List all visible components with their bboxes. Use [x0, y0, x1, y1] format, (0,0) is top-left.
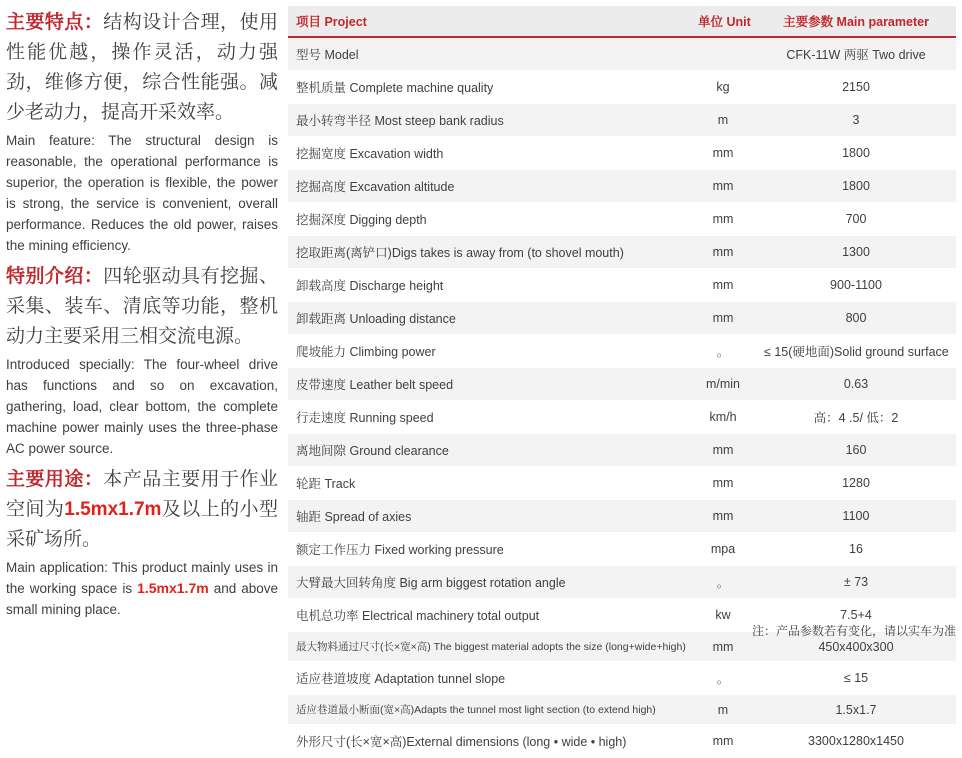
cell-project: 最大物料通过尺寸(长×宽×高) The biggest material adopts the size (long+wide+high)	[288, 632, 690, 662]
cell-unit: 。	[690, 662, 756, 695]
cell-project: 挖取距离(离铲口)Digs takes is away from (to shovel mouth)	[288, 236, 690, 269]
table-header-row	[288, 6, 956, 37]
main-feature-chinese	[6, 8, 278, 128]
application-cn-body-2: 及以上的小型采矿场所。	[6, 499, 278, 550]
cell-project: 型号 Model	[288, 37, 690, 71]
cell-project: 轮距 Track	[288, 467, 690, 500]
cell-parameter: ≤ 15	[756, 662, 956, 695]
introduced-english: Introduced specially: The four-wheel drive has functions and so on excavation, gathering, load, clear bottom, the complete machine power mainly uses the three-phase AC power source.	[6, 357, 278, 456]
cell-project: 最小转弯半径 Most steep bank radius	[288, 104, 690, 137]
cell-parameter: 7.5+4	[756, 599, 956, 632]
table-row	[288, 203, 956, 236]
cell-project: 适应巷道最小断面(宽×高)Adapts the tunnel most light section (to extend high)	[288, 695, 690, 725]
cell-project: 行走速度 Running speed	[288, 401, 690, 434]
cell-unit: mm	[690, 236, 756, 269]
table-row	[288, 500, 956, 533]
cell-parameter: 2150	[756, 71, 956, 104]
cell-project: 爬坡能力 Climbing power	[288, 335, 690, 368]
cell-project: 适应巷道坡度 Adaptation tunnel slope	[288, 662, 690, 695]
main-feature-cn-heading: 主要特点：	[6, 12, 104, 33]
cell-unit: mm	[690, 302, 756, 335]
cell-parameter: 16	[756, 533, 956, 566]
cell-parameter: ≤ 15(硬地面)Solid ground surface	[756, 335, 956, 368]
cell-parameter: 700	[756, 203, 956, 236]
cell-unit: mm	[690, 467, 756, 500]
cell-parameter: 1800	[756, 170, 956, 203]
cell-project: 轴距 Spread of axies	[288, 500, 690, 533]
cell-unit: mm	[690, 137, 756, 170]
cell-unit: km/h	[690, 401, 756, 434]
description-column	[6, 8, 278, 628]
table-row	[288, 434, 956, 467]
application-chinese	[6, 465, 278, 555]
cell-project: 大臂最大回转角度 Big arm biggest rotation angle	[288, 566, 690, 599]
cell-parameter: 1.5x1.7	[756, 695, 956, 725]
cell-unit: mm	[690, 632, 756, 662]
application-en-highlight: 1.5mx1.7m	[137, 580, 209, 596]
cell-project: 额定工作压力 Fixed working pressure	[288, 533, 690, 566]
table-row	[288, 566, 956, 599]
footnote: 注：产品参数若有变化，请以实车为准	[751, 624, 956, 638]
table-row	[288, 137, 956, 170]
cell-unit: mpa	[690, 533, 756, 566]
header-parameter: 主要参数 Main parameter	[756, 6, 956, 37]
table-row	[288, 695, 956, 725]
header-unit: 单位 Unit	[690, 6, 756, 37]
cell-unit: 。	[690, 335, 756, 368]
table-row	[288, 236, 956, 269]
table-row	[288, 269, 956, 302]
table-row	[288, 302, 956, 335]
main-feature-english: Main feature: The structural design is reasonable, the operational performance is superior, the operation is flexible, the power is strong, the service is convenient, overall performance. Reduces the old power, raises the mining efficiency.	[6, 133, 278, 253]
cell-parameter: 1280	[756, 467, 956, 500]
table-row	[288, 37, 956, 71]
introduced-cn-body: 四轮驱动具有挖掘、采集、装车、清底等功能，整机动力主要采用三相交流电源。	[6, 266, 278, 347]
main-feature-cn-body: 结构设计合理，使用性能优越，操作灵活，动力强劲，维修方便，综合性能强。减少老动力，提高开采效率。	[6, 12, 278, 123]
application-en-2: and above small mining place.	[6, 581, 279, 617]
cell-project: 皮带速度 Leather belt speed	[288, 368, 690, 401]
table-row	[288, 104, 956, 137]
cell-project: 离地间隙 Ground clearance	[288, 434, 690, 467]
cell-parameter: 1100	[756, 500, 956, 533]
table-body	[288, 37, 956, 758]
cell-parameter: 0.63	[756, 368, 956, 401]
table-row	[288, 725, 956, 758]
cell-unit: kg	[690, 71, 756, 104]
cell-parameter: 160	[756, 434, 956, 467]
application-cn-heading: 主要用途：	[6, 469, 104, 490]
cell-project: 卸载高度 Discharge height	[288, 269, 690, 302]
cell-project: 挖掘深度 Digging depth	[288, 203, 690, 236]
cell-unit: kw	[690, 599, 756, 632]
cell-project: 卸载距离 Unloading distance	[288, 302, 690, 335]
table-row	[288, 467, 956, 500]
section-introduced-specially	[6, 262, 278, 459]
cell-parameter: CFK-11W 两驱 Two drive	[756, 37, 956, 71]
cell-unit: mm	[690, 500, 756, 533]
cell-parameter: 3	[756, 104, 956, 137]
application-cn-highlight: 1.5mx1.7m	[64, 499, 162, 520]
cell-unit: mm	[690, 434, 756, 467]
introduced-chinese	[6, 262, 278, 352]
section-main-application	[6, 465, 278, 620]
cell-parameter: 高：4 .5/ 低：2	[756, 401, 956, 434]
cell-unit	[690, 37, 756, 71]
table-row	[288, 533, 956, 566]
application-en-1: Main application: This product mainly uses in the working space is	[6, 560, 278, 596]
table-row	[288, 170, 956, 203]
cell-unit: mm	[690, 725, 756, 758]
cell-unit: m/min	[690, 368, 756, 401]
table-row	[288, 71, 956, 104]
specifications-table-wrapper	[288, 6, 956, 758]
cell-unit: mm	[690, 269, 756, 302]
specifications-table	[288, 6, 956, 758]
table-row	[288, 368, 956, 401]
cell-project: 电机总功率 Electrical machinery total output	[288, 599, 690, 632]
cell-project: 整机质量 Complete machine quality	[288, 71, 690, 104]
cell-project: 挖掘宽度 Excavation width	[288, 137, 690, 170]
cell-parameter: 3300x1280x1450	[756, 725, 956, 758]
cell-unit: mm	[690, 203, 756, 236]
introduced-cn-heading: 特别介绍：	[6, 266, 104, 287]
cell-project: 挖掘高度 Excavation altitude	[288, 170, 690, 203]
cell-unit: m	[690, 695, 756, 725]
table-row	[288, 401, 956, 434]
table-row	[288, 662, 956, 695]
cell-parameter: 1300	[756, 236, 956, 269]
table-row	[288, 335, 956, 368]
cell-parameter: 800	[756, 302, 956, 335]
cell-parameter: 450x400x300	[756, 632, 956, 662]
application-english	[6, 557, 278, 620]
cell-unit: 。	[690, 566, 756, 599]
cell-unit: m	[690, 104, 756, 137]
application-cn-body-1: 本产品主要用于作业空间为	[6, 469, 278, 520]
cell-project: 外形尺寸(长×宽×高)External dimensions (long • wide • high)	[288, 725, 690, 758]
table-header	[288, 6, 956, 37]
cell-parameter: 1800	[756, 137, 956, 170]
cell-parameter: 900-1100	[756, 269, 956, 302]
cell-parameter: ± 73	[756, 566, 956, 599]
header-project: 项目 Project	[288, 6, 690, 37]
cell-unit: mm	[690, 170, 756, 203]
section-main-feature	[6, 8, 278, 256]
